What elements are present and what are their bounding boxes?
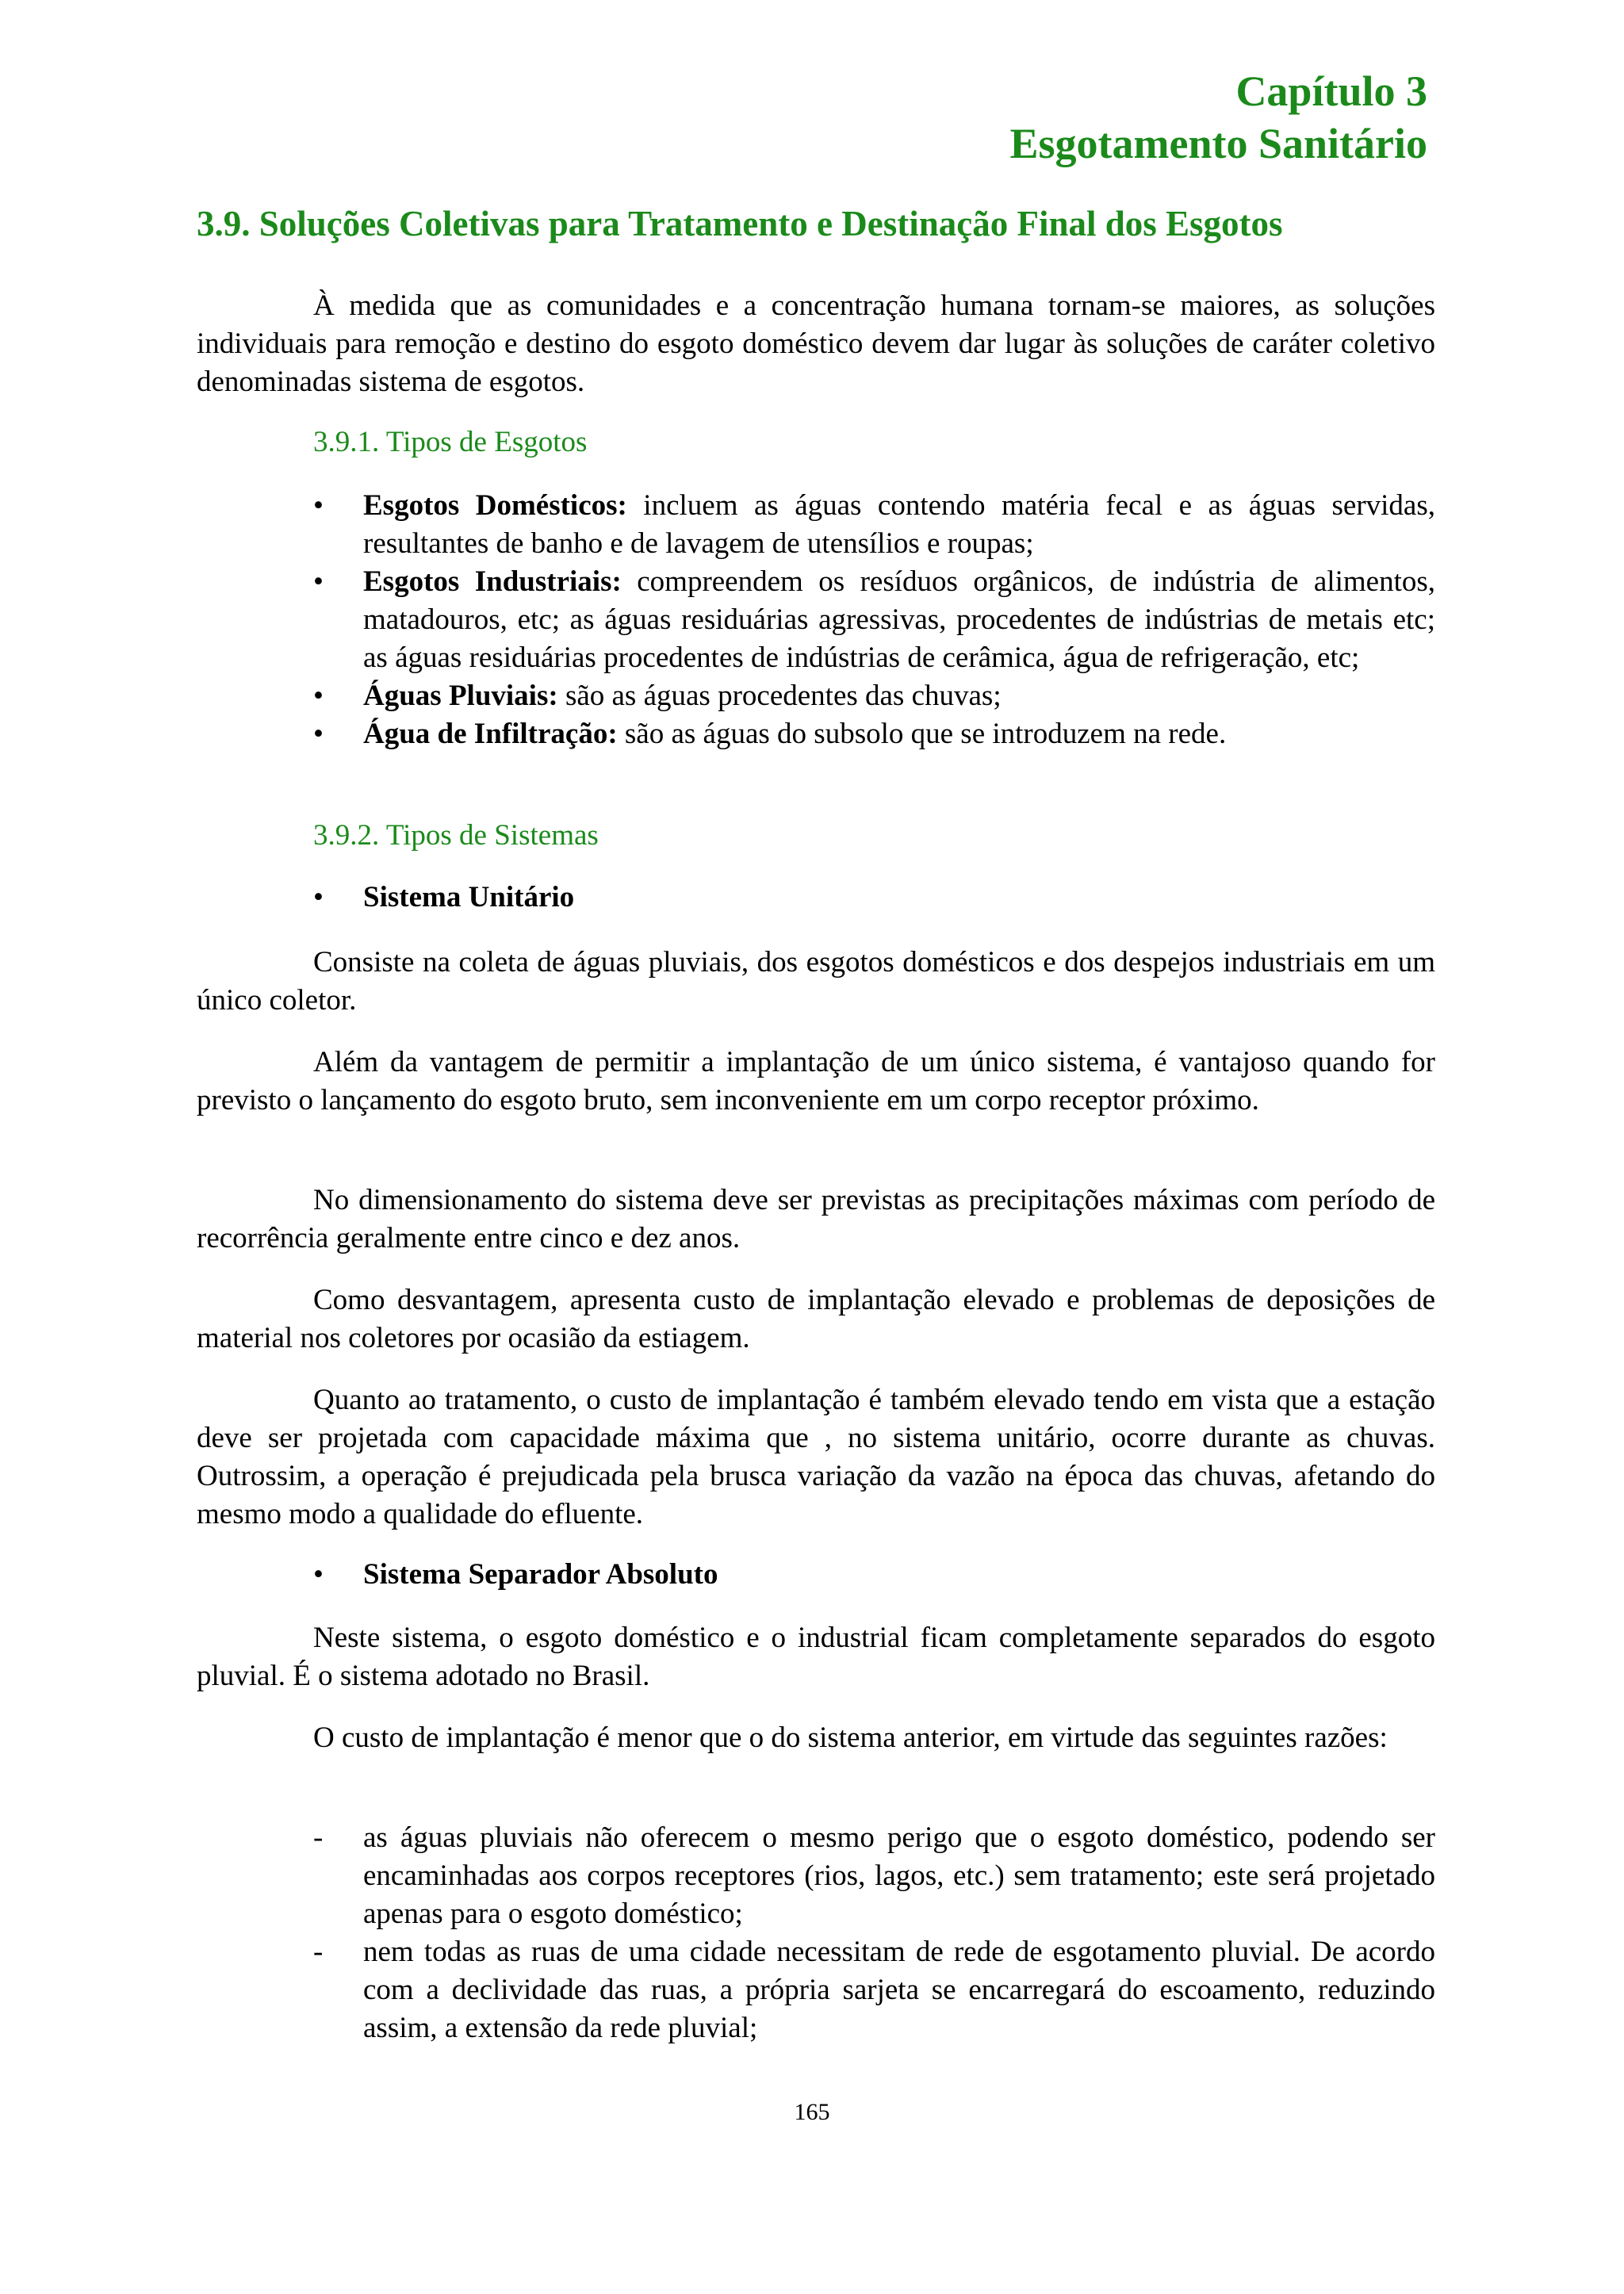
unitario-p2	[197, 1044, 1435, 1120]
intro-paragraph	[197, 287, 1435, 401]
dash: -	[313, 1936, 324, 1968]
subsection-title-tipos-esgotos: 3.9.1. Tipos de Esgotos	[313, 426, 588, 458]
system-heading: Sistema Separador Absoluto	[363, 1558, 718, 1591]
unitario-p1	[197, 944, 1435, 1020]
sistema-unitario-heading	[197, 879, 1435, 917]
bullet: •	[313, 718, 324, 750]
list-item	[197, 563, 1435, 677]
list-item-term: Esgotos Domésticos:	[363, 489, 627, 522]
reasons-list	[197, 1819, 1435, 2047]
list-item-text: incluem as águas contendo matéria fecal e as águas servidas, resultantes de banho e de lavagem de utensílios e roupas;	[363, 489, 1435, 560]
list-item-term: Águas Pluviais:	[363, 680, 558, 712]
list-item	[197, 677, 1435, 715]
chapter-header	[1010, 65, 1428, 170]
list-item	[197, 715, 1435, 753]
system-heading: Sistema Unitário	[363, 881, 575, 913]
paragraph: Neste sistema, o esgoto doméstico e o industrial ficam completamente separados do esgoto pluvial. É o sistema adotado no Brasil.	[197, 1622, 1435, 1692]
bullet: •	[313, 881, 324, 913]
paragraph: Como desvantagem, apresenta custo de implantação elevado e problemas de deposições de material nos coletores por ocasião da estiagem.	[197, 1284, 1435, 1354]
unitario-p3	[197, 1181, 1435, 1258]
chapter-number: Capítulo 3	[1235, 67, 1427, 115]
esgoto-types-list	[197, 487, 1435, 753]
bullet: •	[313, 489, 324, 522]
list-item	[197, 1819, 1435, 1933]
unitario-p4	[197, 1281, 1435, 1358]
paragraph: À medida que as comunidades e a concentração humana tornam-se maiores, as soluções individuais para remoção e destino do esgoto doméstico devem dar lugar às soluções de caráter coletivo denominadas sistema de esgotos.	[197, 289, 1435, 398]
page-number: 165	[794, 2099, 830, 2125]
list-item	[197, 1933, 1435, 2047]
subsection-title-tipos-sistemas: 3.9.2. Tipos de Sistemas	[313, 819, 599, 852]
bullet: •	[313, 680, 324, 712]
paragraph: No dimensionamento do sistema deve ser previstas as precipitações máximas com período de recorrência geralmente entre cinco e dez anos.	[197, 1184, 1435, 1254]
unitario-p5	[197, 1381, 1435, 1534]
chapter-title: Esgotamento Sanitário	[1009, 120, 1427, 167]
separador-p2	[197, 1719, 1435, 1757]
separador-p1	[197, 1619, 1435, 1695]
paragraph: Consiste na coleta de águas pluviais, dos esgotos domésticos e dos despejos industriais em um único coletor.	[197, 946, 1435, 1017]
bullet: •	[313, 1558, 324, 1591]
section-title: 3.9. Soluções Coletivas para Tratamento e Destinação Final dos Esgotos	[197, 204, 1283, 243]
list-item	[197, 487, 1435, 563]
list-item-term: Esgotos Industriais:	[363, 565, 622, 598]
list-item-text: as águas pluviais não oferecem o mesmo perigo que o esgoto doméstico, podendo ser encaminhadas aos corpos receptores (rios, lagos, etc.) sem tratamento; este será projetado apenas para o esgoto doméstico;	[363, 1821, 1435, 1930]
list-item-text: são as águas do subsolo que se introduzem na rede.	[617, 718, 1227, 750]
paragraph: Além da vantagem de permitir a implantação de um único sistema, é vantajoso quando for previsto o lançamento do esgoto bruto, sem inconveniente em um corpo receptor próximo.	[197, 1046, 1435, 1116]
bullet: •	[313, 565, 324, 598]
list-item	[197, 879, 1435, 917]
list-item	[197, 1556, 1435, 1594]
list-item-text: são as águas procedentes das chuvas;	[557, 680, 1002, 712]
list-item-text: compreendem os resíduos orgânicos, de indústria de alimentos, matadouros, etc; as águas residuárias agressivas, procedentes de indústrias de metais etc; as águas residuárias procedentes de indústrias de cerâmica, água de refrigeração, etc;	[363, 565, 1435, 674]
list-item-term: Água de Infiltração:	[363, 718, 618, 750]
dash: -	[313, 1821, 324, 1854]
sistema-separador-heading	[197, 1556, 1435, 1594]
paragraph: O custo de implantação é menor que o do sistema anterior, em virtude das seguintes razões:	[313, 1721, 1388, 1754]
list-item-text: nem todas as ruas de uma cidade necessitam de rede de esgotamento pluvial. De acordo com a declividade das ruas, a própria sarjeta se encarregará do escoamento, reduzindo assim, a extensão da rede pluvial;	[363, 1936, 1435, 2044]
paragraph: Quanto ao tratamento, o custo de implantação é também elevado tendo em vista que a estação deve ser projetada com capacidade máxima que , no sistema unitário, ocorre durante as chuvas. Outrossim, a operação é prejudicada pela brusca variação da vazão na época das chuvas, afetando do mesmo modo a qualidade do efluente.	[197, 1384, 1435, 1530]
